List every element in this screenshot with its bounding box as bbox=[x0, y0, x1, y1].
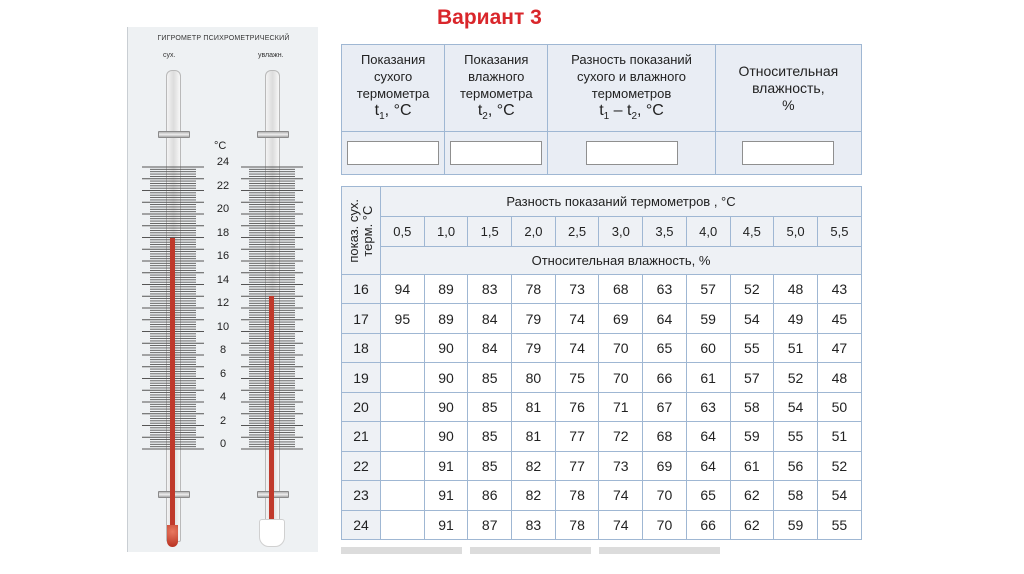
diff-header-line3: термометров bbox=[591, 85, 672, 101]
humidity-value-cell: 58 bbox=[730, 392, 774, 421]
humidity-value-cell: 67 bbox=[643, 392, 687, 421]
humidity-value-cell: 91 bbox=[424, 481, 468, 510]
wet-thermometer-band-top bbox=[257, 131, 289, 138]
page-title: Вариант 3 bbox=[437, 6, 542, 29]
table-row bbox=[342, 451, 862, 480]
wet-header-line1: Показания bbox=[464, 51, 529, 67]
footer-bar bbox=[341, 547, 462, 554]
humidity-value-cell: 85 bbox=[468, 422, 512, 451]
humidity-header-line1: Относительная bbox=[738, 62, 839, 79]
humidity-value-cell: 77 bbox=[555, 451, 599, 480]
dry-thermometer-mercury bbox=[170, 238, 175, 538]
difference-column-header: 3,5 bbox=[643, 217, 687, 247]
difference-column-header: 5,5 bbox=[817, 217, 861, 247]
humidity-value-cell: 60 bbox=[686, 333, 730, 362]
humidity-value-cell: 82 bbox=[512, 481, 556, 510]
humidity-value-cell: 50 bbox=[817, 392, 861, 421]
humidity-value-cell: 65 bbox=[686, 481, 730, 510]
wet-header-symbol: $t_2$, °C bbox=[477, 101, 515, 123]
humidity-value-cell: 82 bbox=[512, 451, 556, 480]
humidity-value-cell: 85 bbox=[468, 451, 512, 480]
humidity-input[interactable] bbox=[742, 141, 834, 165]
humidity-value-cell: 70 bbox=[599, 333, 643, 362]
humidity-value-cell: 70 bbox=[643, 481, 687, 510]
difference-column-header: 4,0 bbox=[686, 217, 730, 247]
humidity-value-cell: 52 bbox=[730, 275, 774, 304]
dry-thermometer-bulb bbox=[167, 525, 178, 547]
humidity-value-cell bbox=[381, 392, 425, 421]
dry-reading-input[interactable] bbox=[347, 141, 439, 165]
humidity-value-cell: 61 bbox=[730, 451, 774, 480]
humidity-value-cell: 73 bbox=[599, 451, 643, 480]
dry-header-line1: Показания bbox=[360, 51, 426, 67]
humidity-value-cell: 84 bbox=[468, 333, 512, 362]
humidity-value-cell: 48 bbox=[774, 275, 818, 304]
humidity-value-cell: 69 bbox=[643, 451, 687, 480]
dry-temperature-cell: 18 bbox=[342, 333, 381, 362]
diff-header-symbol: $t_1 - t_2$, °C bbox=[599, 101, 664, 123]
humidity-value-cell bbox=[381, 510, 425, 540]
scale-number: 16 bbox=[216, 250, 230, 262]
difference-input[interactable] bbox=[586, 141, 678, 165]
dry-header-symbol: $t_1$, °C bbox=[374, 101, 412, 123]
humidity-value-cell bbox=[381, 333, 425, 362]
humidity-value-cell: 72 bbox=[599, 422, 643, 451]
humidity-value-cell: 89 bbox=[424, 275, 468, 304]
wet-header-line2: влажного bbox=[468, 68, 525, 84]
humidity-value-cell: 54 bbox=[774, 392, 818, 421]
humidity-value-cell: 77 bbox=[555, 422, 599, 451]
humidity-value-cell: 79 bbox=[512, 304, 556, 333]
humidity-value-cell: 52 bbox=[774, 363, 818, 392]
wet-thermometer-label: увлажн. bbox=[258, 52, 284, 59]
table-row bbox=[342, 304, 862, 333]
humidity-value-cell bbox=[381, 363, 425, 392]
scale-unit: °C bbox=[214, 140, 227, 152]
humidity-value-cell: 74 bbox=[555, 304, 599, 333]
humidity-value-cell: 86 bbox=[468, 481, 512, 510]
humidity-value-cell: 74 bbox=[599, 481, 643, 510]
humidity-value-cell: 55 bbox=[774, 422, 818, 451]
dry-temperature-cell: 19 bbox=[342, 363, 381, 392]
humidity-value-cell: 47 bbox=[817, 333, 861, 362]
dry-reading-header bbox=[342, 45, 445, 132]
humidity-value-cell: 66 bbox=[643, 363, 687, 392]
hygrometer-image bbox=[127, 27, 318, 552]
humidity-value-cell: 57 bbox=[730, 363, 774, 392]
dry-temperature-cell: 16 bbox=[342, 275, 381, 304]
humidity-value-cell: 65 bbox=[643, 333, 687, 362]
scale-number: 2 bbox=[219, 414, 227, 427]
table-row bbox=[342, 275, 862, 304]
humidity-value-cell: 90 bbox=[424, 363, 468, 392]
humidity-value-cell: 94 bbox=[381, 275, 425, 304]
humidity-value-cell: 62 bbox=[730, 481, 774, 510]
dry-temperature-cell: 21 bbox=[342, 422, 381, 451]
humidity-value-cell: 55 bbox=[730, 333, 774, 362]
humidity-value-cell: 70 bbox=[643, 510, 687, 540]
humidity-value-cell: 48 bbox=[817, 363, 861, 392]
answer-table bbox=[341, 44, 862, 175]
humidity-value-cell: 51 bbox=[774, 333, 818, 362]
humidity-caption: Относительная влажность, % bbox=[381, 247, 862, 275]
humidity-value-cell: 63 bbox=[643, 275, 687, 304]
humidity-header bbox=[715, 45, 861, 132]
scale-number: 20 bbox=[216, 203, 230, 215]
difference-column-header: 0,5 bbox=[381, 217, 425, 247]
humidity-value-cell: 69 bbox=[599, 304, 643, 333]
diff-header-line1: Разность показаний bbox=[571, 51, 692, 67]
table-row bbox=[342, 422, 862, 451]
humidity-value-cell: 74 bbox=[599, 510, 643, 540]
table-row bbox=[342, 392, 862, 421]
dry-temperature-cell: 24 bbox=[342, 510, 381, 540]
humidity-value-cell: 59 bbox=[774, 510, 818, 540]
humidity-value-cell: 54 bbox=[817, 481, 861, 510]
humidity-value-cell: 78 bbox=[555, 510, 599, 540]
humidity-value-cell: 90 bbox=[424, 422, 468, 451]
humidity-value-cell: 91 bbox=[424, 510, 468, 540]
humidity-value-cell: 79 bbox=[512, 333, 556, 362]
dry-temperature-cell: 20 bbox=[342, 392, 381, 421]
dry-thermometer-band-top bbox=[158, 131, 190, 138]
humidity-value-cell bbox=[381, 451, 425, 480]
humidity-value-cell: 54 bbox=[730, 304, 774, 333]
scale-number: 6 bbox=[219, 367, 227, 380]
humidity-value-cell bbox=[381, 481, 425, 510]
humidity-value-cell: 89 bbox=[424, 304, 468, 333]
humidity-value-cell: 57 bbox=[686, 275, 730, 304]
humidity-value-cell: 83 bbox=[512, 510, 556, 540]
humidity-value-cell: 85 bbox=[468, 363, 512, 392]
humidity-value-cell: 81 bbox=[512, 392, 556, 421]
humidity-value-cell bbox=[381, 422, 425, 451]
humidity-value-cell: 78 bbox=[555, 481, 599, 510]
humidity-value-cell: 87 bbox=[468, 510, 512, 540]
difference-column-header: 3,0 bbox=[599, 217, 643, 247]
table-row bbox=[342, 481, 862, 510]
footer-bar bbox=[599, 547, 720, 554]
humidity-value-cell: 56 bbox=[774, 451, 818, 480]
humidity-value-cell: 64 bbox=[643, 304, 687, 333]
table-row bbox=[342, 363, 862, 392]
humidity-value-cell: 68 bbox=[643, 422, 687, 451]
wet-thermometer-wick bbox=[259, 519, 285, 547]
difference-column-header: 5,0 bbox=[774, 217, 818, 247]
humidity-value-cell: 51 bbox=[817, 422, 861, 451]
humidity-value-cell: 95 bbox=[381, 304, 425, 333]
humidity-cell bbox=[715, 132, 861, 175]
corner-line1: показ. сух. bbox=[346, 198, 361, 263]
humidity-value-cell: 64 bbox=[686, 451, 730, 480]
dry-temperature-cell: 22 bbox=[342, 451, 381, 480]
scale-number: 4 bbox=[219, 391, 227, 403]
difference-cell bbox=[548, 132, 715, 175]
humidity-value-cell: 58 bbox=[774, 481, 818, 510]
table-row bbox=[342, 333, 862, 362]
humidity-value-cell: 66 bbox=[686, 510, 730, 540]
humidity-value-cell: 64 bbox=[686, 422, 730, 451]
scale-number: 0 bbox=[219, 438, 227, 450]
humidity-value-cell: 63 bbox=[686, 392, 730, 421]
difference-column-header: 1,0 bbox=[424, 217, 468, 247]
humidity-value-cell: 80 bbox=[512, 363, 556, 392]
table-row bbox=[342, 510, 862, 540]
humidity-value-cell: 70 bbox=[599, 363, 643, 392]
scale-number: 10 bbox=[216, 320, 230, 333]
scale-number: 24 bbox=[216, 156, 230, 168]
scale-number: 8 bbox=[219, 344, 227, 356]
humidity-value-cell: 90 bbox=[424, 333, 468, 362]
wet-reading-header bbox=[445, 45, 548, 132]
humidity-value-cell: 76 bbox=[555, 392, 599, 421]
dry-temperature-cell: 23 bbox=[342, 481, 381, 510]
humidity-value-cell: 85 bbox=[468, 392, 512, 421]
wet-reading-input[interactable] bbox=[450, 141, 542, 165]
humidity-value-cell: 68 bbox=[599, 275, 643, 304]
humidity-value-cell: 91 bbox=[424, 451, 468, 480]
humidity-value-cell: 61 bbox=[686, 363, 730, 392]
humidity-value-cell: 78 bbox=[512, 275, 556, 304]
wet-reading-cell bbox=[445, 132, 548, 175]
humidity-header-line3: % bbox=[782, 96, 795, 113]
table-corner-header bbox=[342, 187, 381, 275]
scale-number: 12 bbox=[216, 297, 230, 309]
dry-reading-cell bbox=[342, 132, 445, 175]
scale-number: 14 bbox=[216, 273, 230, 286]
humidity-value-cell: 62 bbox=[730, 510, 774, 540]
wet-thermometer-mercury bbox=[269, 296, 274, 537]
scale-number: 22 bbox=[216, 179, 230, 192]
humidity-value-cell: 49 bbox=[774, 304, 818, 333]
difference-column-header: 4,5 bbox=[730, 217, 774, 247]
humidity-value-cell: 71 bbox=[599, 392, 643, 421]
difference-column-header: 2,5 bbox=[555, 217, 599, 247]
humidity-value-cell: 55 bbox=[817, 510, 861, 540]
humidity-value-cell: 73 bbox=[555, 275, 599, 304]
wet-header-line3: термометра bbox=[459, 85, 533, 101]
humidity-value-cell: 45 bbox=[817, 304, 861, 333]
difference-column-header: 1,5 bbox=[468, 217, 512, 247]
humidity-value-cell: 75 bbox=[555, 363, 599, 392]
dry-header-line2: сухого bbox=[373, 68, 413, 84]
difference-column-header: 2,0 bbox=[512, 217, 556, 247]
humidity-value-cell: 43 bbox=[817, 275, 861, 304]
hygrometer-title: ГИГРОМЕТР ПСИХРОМЕТРИЧЕСКИЙ bbox=[157, 35, 290, 42]
humidity-value-cell: 83 bbox=[468, 275, 512, 304]
corner-line2: терм. °C bbox=[360, 204, 375, 257]
scale-number: 18 bbox=[216, 226, 230, 239]
humidity-value-cell: 90 bbox=[424, 392, 468, 421]
dry-thermometer-label: сух. bbox=[163, 52, 176, 59]
humidity-value-cell: 59 bbox=[730, 422, 774, 451]
difference-header bbox=[548, 45, 715, 132]
footer-bar bbox=[470, 547, 591, 554]
humidity-value-cell: 84 bbox=[468, 304, 512, 333]
dry-header-line3: термометра bbox=[356, 85, 430, 101]
humidity-value-cell: 52 bbox=[817, 451, 861, 480]
diff-header-line2: сухого и влажного bbox=[577, 68, 687, 84]
dry-temperature-cell: 17 bbox=[342, 304, 381, 333]
humidity-header-line2: влажность, bbox=[752, 79, 825, 96]
difference-caption: Разность показаний термометров , °C bbox=[381, 187, 862, 217]
humidity-value-cell: 81 bbox=[512, 422, 556, 451]
humidity-value-cell: 74 bbox=[555, 333, 599, 362]
psychrometric-table bbox=[341, 186, 862, 540]
humidity-value-cell: 59 bbox=[686, 304, 730, 333]
